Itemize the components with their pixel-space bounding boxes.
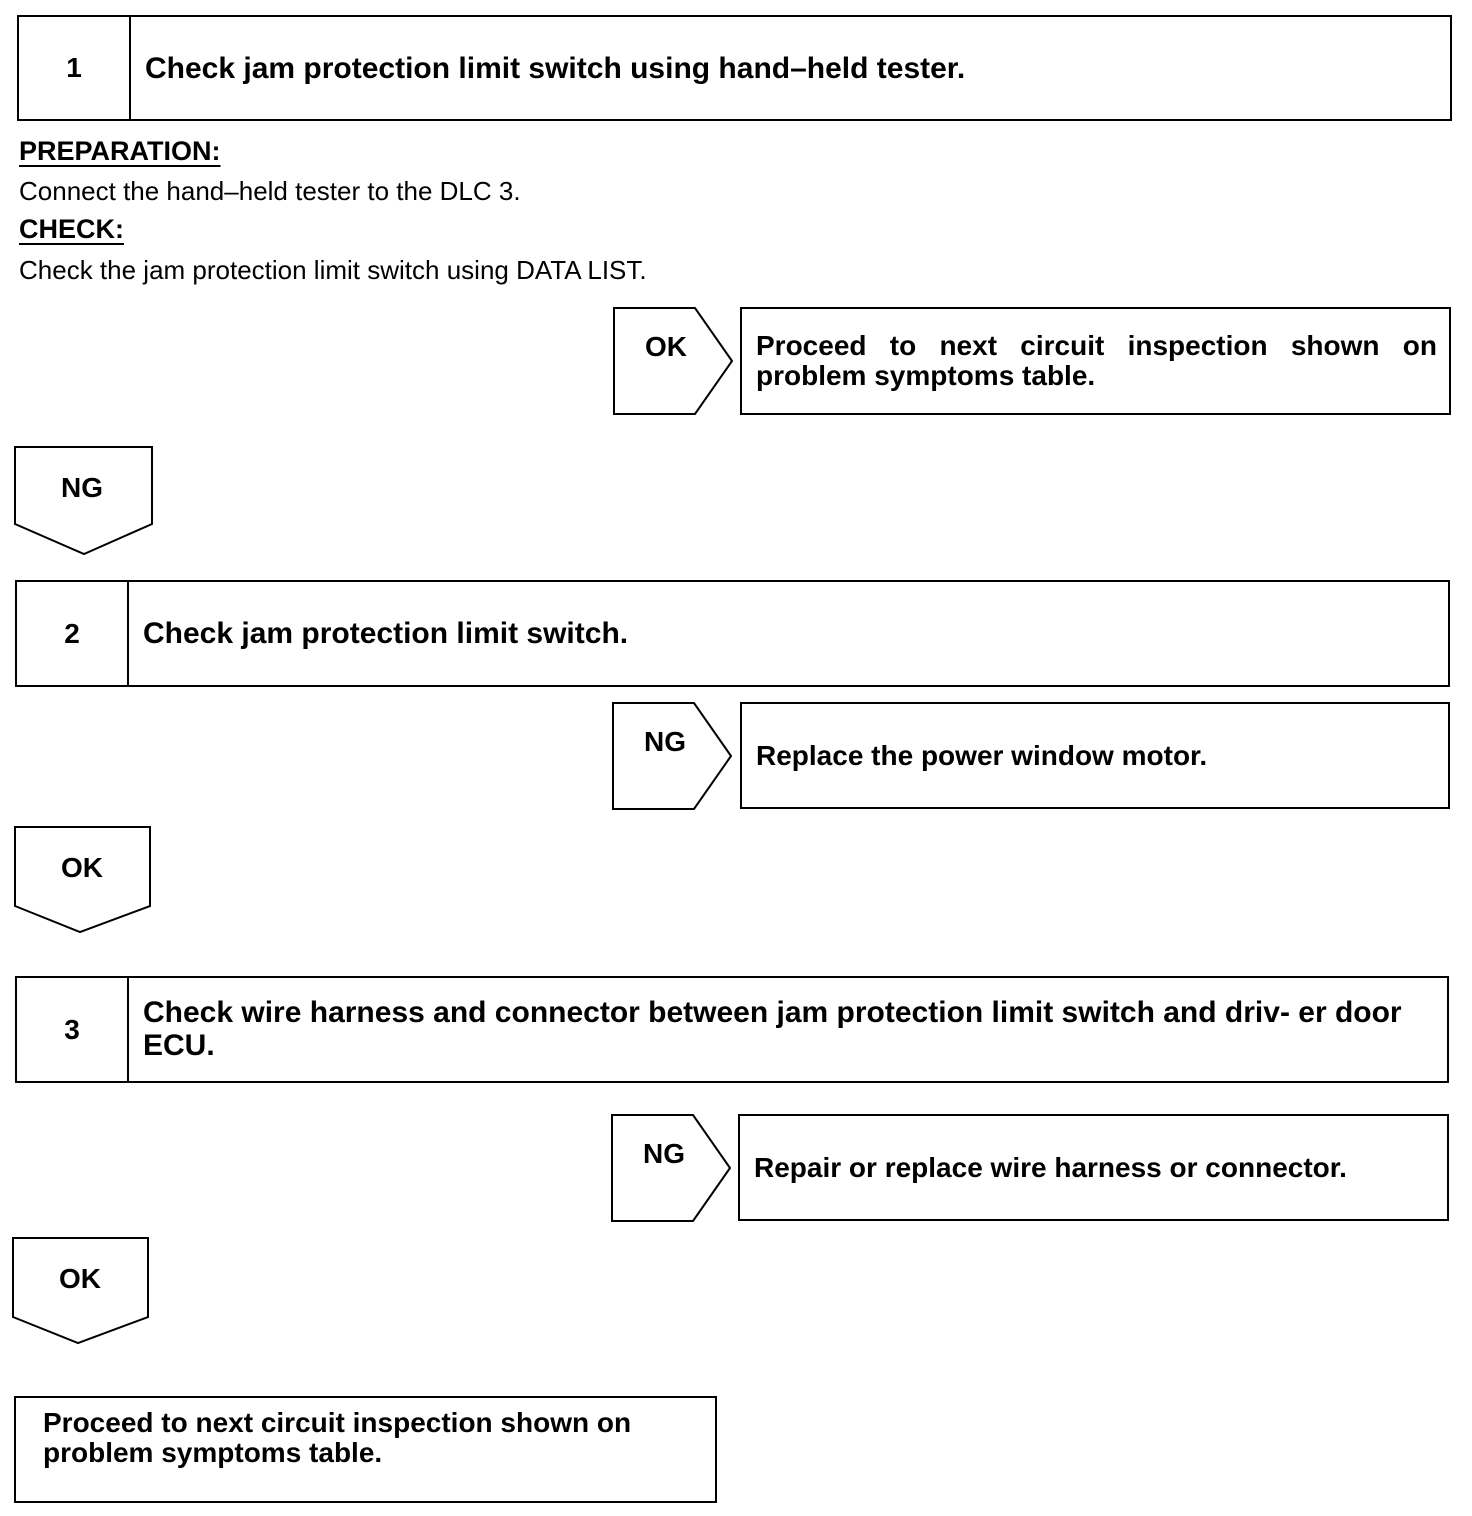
check-heading: CHECK: xyxy=(19,214,124,244)
branch-1-label: OK xyxy=(645,331,687,362)
flow-arrow-3-label: OK xyxy=(59,1263,101,1294)
step-3-number: 3 xyxy=(17,978,129,1081)
branch-1-result: Proceed to next circuit inspection shown on problem symptoms table. xyxy=(740,307,1451,415)
step-3-box xyxy=(15,976,1449,1083)
step-2-number: 2 xyxy=(17,582,129,685)
step-3-title: Check wire harness and connector between jam protection limit switch and driv- er door ECU. xyxy=(143,996,1402,1062)
flow-arrow-1 xyxy=(14,446,154,556)
preparation-heading: PREPARATION: xyxy=(19,136,221,166)
branch-3-label: NG xyxy=(643,1138,685,1169)
step-2-title: Check jam protection limit switch. xyxy=(143,617,629,650)
branch-1-tag xyxy=(613,307,733,415)
check-text: Check the jam protection limit switch using DATA LIST. xyxy=(19,255,647,285)
flow-arrow-1-label: NG xyxy=(61,472,103,503)
step-2-box xyxy=(15,580,1450,687)
flow-arrow-2-label: OK xyxy=(61,852,103,883)
step-1-number: 1 xyxy=(19,17,131,119)
branch-2-label: NG xyxy=(644,726,686,757)
final-result: Proceed to next circuit inspection shown on problem symptoms table. xyxy=(14,1396,717,1503)
step-1-title: Check jam protection limit switch using hand–held tester. xyxy=(145,51,966,85)
flow-arrow-3 xyxy=(12,1237,152,1347)
flow-arrow-2 xyxy=(14,826,154,936)
branch-2-tag xyxy=(612,702,732,810)
step-1-box xyxy=(17,15,1452,121)
preparation-text: Connect the hand–held tester to the DLC 3. xyxy=(19,176,521,206)
branch-3-tag xyxy=(611,1114,731,1222)
branch-2-result: Replace the power window motor. xyxy=(740,702,1450,809)
branch-3-result: Repair or replace wire harness or connector. xyxy=(738,1114,1449,1221)
